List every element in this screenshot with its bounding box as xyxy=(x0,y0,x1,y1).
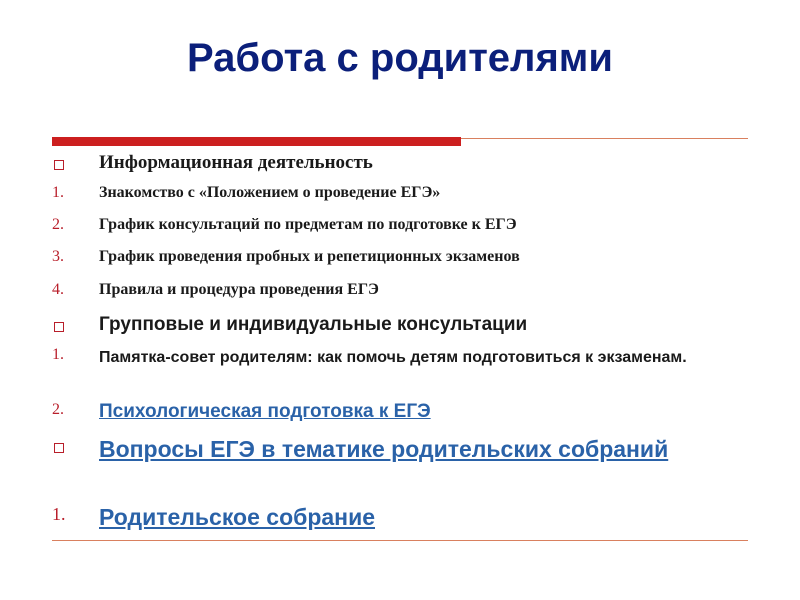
bottom-divider-line xyxy=(52,540,748,541)
item-text: График консультаций по предметам по подготовке к ЕГЭ xyxy=(99,216,517,233)
item-text: Групповые и индивидуальные консультации xyxy=(99,314,528,335)
item-text: Знакомство с «Положением о проведение ЕГЭ» xyxy=(99,184,441,201)
item-text: График проведения пробных и репетиционных экзаменов xyxy=(99,248,520,265)
item-number: 3. xyxy=(52,248,64,265)
item-number: 2. xyxy=(52,401,64,418)
square-bullet-icon xyxy=(54,443,64,453)
square-bullet-icon xyxy=(54,160,64,170)
item-number: 1. xyxy=(52,346,64,363)
item-text: Памятка-совет родителям: как помочь детям подготовиться к экзаменам. xyxy=(99,349,687,366)
item-text: Информационная деятельность xyxy=(99,152,373,173)
item-number: 1. xyxy=(52,504,66,524)
square-bullet-icon xyxy=(54,322,64,332)
page-title: Работа с родителями xyxy=(187,36,613,80)
parent-meeting-link[interactable]: Родительское собрание xyxy=(99,504,375,530)
exam-questions-link[interactable]: Вопросы ЕГЭ в тематике родительских собраний xyxy=(99,436,669,462)
accent-bar xyxy=(52,137,461,146)
psychological-prep-link[interactable]: Психологическая подготовка к ЕГЭ xyxy=(99,401,431,422)
item-number: 2. xyxy=(52,216,64,233)
item-text: Правила и процедура проведения ЕГЭ xyxy=(99,281,379,298)
item-number: 4. xyxy=(52,281,64,298)
item-number: 1. xyxy=(52,184,64,201)
